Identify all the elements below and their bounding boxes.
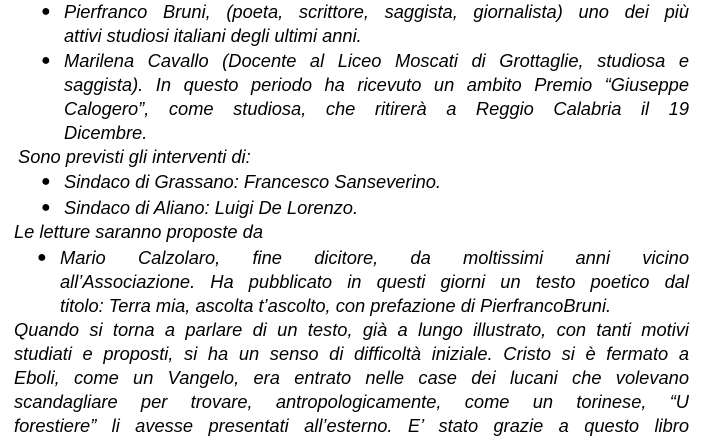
list-item-line: Mario Calzolaro, fine dicitore, da moltissimi anni vicino — [60, 247, 689, 268]
paragraph-line: Eboli, come un Vangelo, era entrato nelle case dei lucani che volevano — [14, 367, 689, 388]
bullet-marker: ● — [41, 173, 51, 190]
list-item-line: Dicembre. — [64, 122, 148, 143]
bullet-marker: ● — [41, 52, 51, 69]
paragraph-line: studiati e proposti, si ha un senso di difficoltà iniziale. Cristo si è fermato a — [14, 343, 689, 364]
list-item-line: Pierfranco Bruni, (poeta, scrittore, saggista, giornalista) uno dei più — [64, 1, 689, 22]
list-item-line: attivi studiosi italiani degli ultimi anni. — [64, 25, 362, 46]
list-item-line: Sindaco di Grassano: Francesco Sanseverino. — [64, 171, 441, 192]
interventi-intro: Sono previsti gli interventi di: — [18, 146, 251, 167]
paragraph-line: Quando si torna a parlare di un testo, già a lungo illustrato, con tanti motivi — [14, 319, 689, 340]
list-item-line: all’Associazione. Ha pubblicato in questi giorni un testo poetico dal — [60, 271, 689, 292]
list-item-line: saggista). In questo periodo ha ricevuto un ambito Premio “Giuseppe — [64, 74, 689, 95]
list-item-line: Marilena Cavallo (Docente al Liceo Moscati di Grottaglie, studiosa e — [64, 50, 689, 71]
bullet-marker: ● — [41, 199, 51, 216]
paragraph-line: scandagliare per trovare, antropologicamente, come un torinese, “U — [14, 391, 689, 412]
list-item-line: Calogero”, come studiosa, che ritirerà a Reggio Calabria il 19 — [64, 98, 689, 119]
list-item-line: titolo: Terra mia, ascolta t’ascolto, con prefazione di PierfrancoBruni. — [60, 295, 612, 316]
bullet-marker: ● — [41, 3, 51, 20]
list-item-line: Sindaco di Aliano: Luigi De Lorenzo. — [64, 197, 359, 218]
paragraph-line: forestiere” li avesse presentati all’esterno. E’ stato grazie a questo libro — [14, 415, 689, 436]
letture-intro: Le letture saranno proposte da — [14, 221, 264, 242]
bullet-marker: ● — [37, 249, 47, 266]
